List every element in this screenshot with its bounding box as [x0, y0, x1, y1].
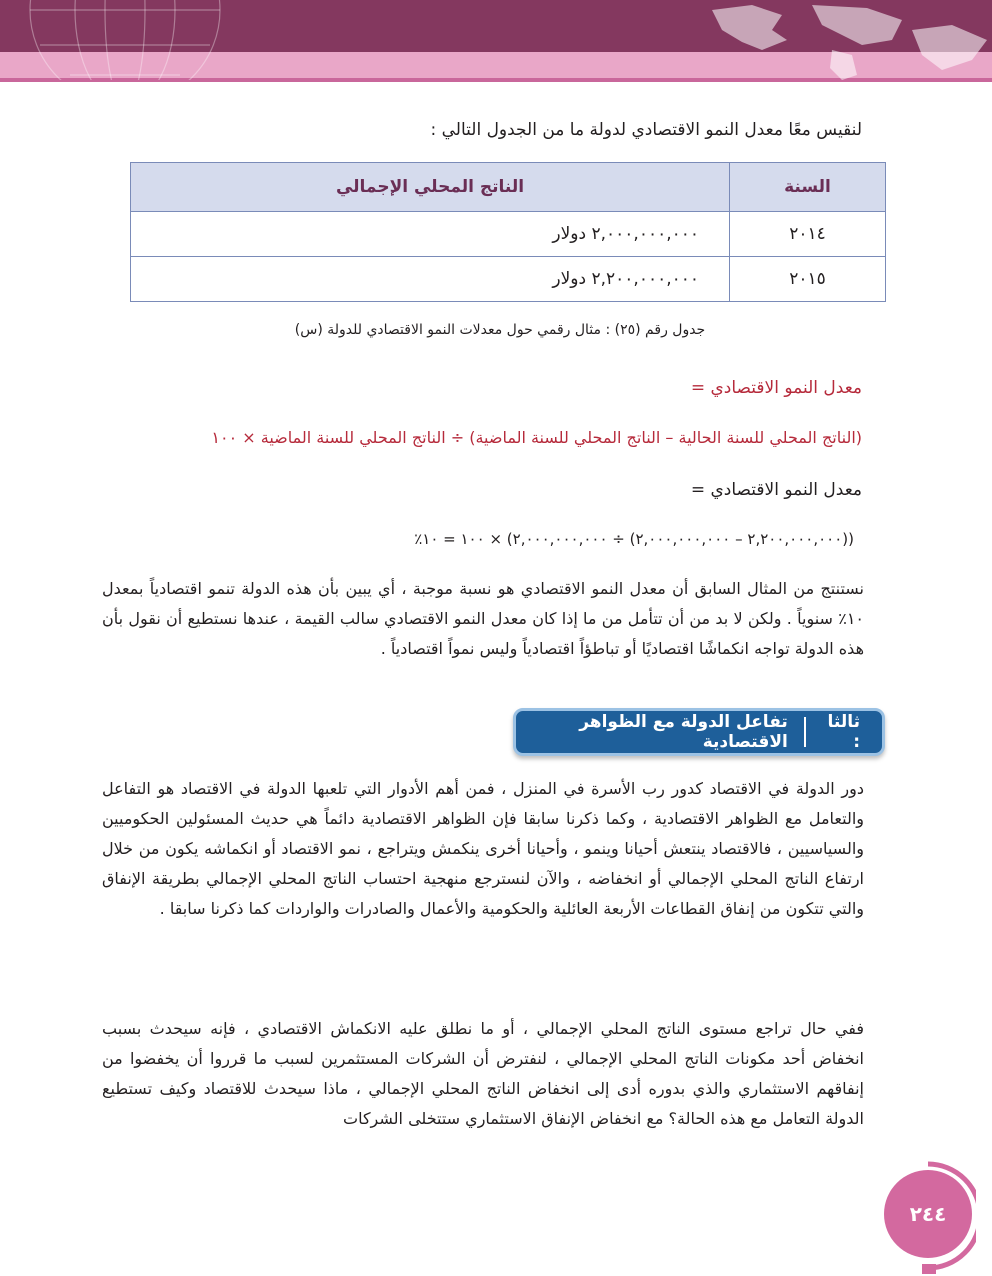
calculation-title: معدل النمو الاقتصادي =: [690, 480, 862, 500]
globe-icon: [0, 0, 250, 80]
section-divider: [804, 717, 807, 747]
table-caption: جدول رقم (٢٥) : مثال رقمي حول معدلات النمو الاقتصادي للدولة (س): [294, 322, 706, 338]
cell-year: ٢٠١٤: [730, 212, 886, 257]
table-row: [131, 257, 886, 302]
cell-year: ٢٠١٥: [730, 257, 886, 302]
section-number: ثالثا :: [827, 712, 860, 752]
intro-text: لنقيس معًا معدل النمو الاقتصادي لدولة ما من الجدول التالي :: [430, 120, 862, 140]
cell-gdp: ٢,٢٠٠,٠٠٠,٠٠٠ دولار: [131, 257, 730, 302]
header-year: السنة: [730, 163, 886, 212]
formula-expression: (الناتج المحلي للسنة الحالية – الناتج المحلي للسنة الماضية) ÷ الناتج المحلي للسنة الماضية × ١٠٠: [211, 428, 862, 447]
section-title: تفاعل الدولة مع الظواهر الاقتصادية: [579, 712, 788, 752]
page-number-badge: [866, 1156, 976, 1276]
paragraph-recession: ففي حال تراجع مستوى الناتج المحلي الإجمالي ، أو ما نطلق عليه الانكماش الاقتصادي ، فإنه سيحدث بسبب انخفاض أحد مكونات الناتج المحلي الإجمالي ، لنفترض أن الشركات المستثمرين لسبب ما قرروا أن يخفضوا من إنفاقهم الاستثماري والذي بدوره أدى إلى انخفاض الناتج المحلي الإجمالي ، ماذا سيحدث للاقتصاد وكيف تستطيع الدولة التعامل مع هذه الحالة؟ مع انخفاض الإنفاق الاستثماري ستتخلى الشركات: [102, 1019, 864, 1128]
world-map-icon: [692, 0, 992, 82]
header-gdp: الناتج المحلي الإجمالي: [131, 163, 730, 212]
cell-gdp: ٢,٠٠٠,٠٠٠,٠٠٠ دولار: [131, 212, 730, 257]
gdp-table: [130, 162, 886, 302]
formula-title: معدل النمو الاقتصادي =: [690, 378, 862, 398]
paragraph-state-role: دور الدولة في الاقتصاد كدور رب الأسرة في المنزل ، فمن أهم الأدوار التي تلعبها الدولة في الاقتصاد هو التفاعل والتعامل مع الظواهر الاقتصادية ، وكما ذكرنا سابقا فإن الظواهر الاقتصادية دائماً هي حديث المسئولين الحكوميين والسياسيين ، فالاقتصاد ينتعش أحيانا وينمو ، وأحيانا أخرى ينكمش ويتراجع ، نمو الاقتصاد أو انكماشه يكون من خلال ارتفاع الناتج المحلي الإجمالي أو انخفاضه ، والآن لنسترجع منهجية احتساب الناتج المحلي الإجمالي بطريقة الإنفاق والتي تتكون من إنفاق القطاعات الأربعة العائلية والحكومية والأعمال والصادرات والواردات كما ذكرنا سابقا .: [102, 779, 864, 918]
table-header-row: [131, 163, 886, 212]
paragraph-conclusion: نستنتج من المثال السابق أن معدل النمو الاقتصادي هو نسبة موجبة ، أي يبين بأن هذه الدولة تنمو اقتصادياً بمعدل ١٠٪ سنوياً . ولكن لا بد من أن تتأمل من ما إذا كان معدل النمو الاقتصادي سالب القيمة ، عندها نستطيع أن نقول بأن هذه الدولة تواجه انكماشًا اقتصاديًا أو تباطؤاً اقتصادياً وليس نمواً اقتصادياً .: [102, 579, 864, 658]
table-row: [131, 212, 886, 257]
page-number: ٢٤٤: [884, 1170, 972, 1258]
section-banner: [513, 708, 885, 756]
calculation-expression: ((٢,٢٠٠,٠٠٠,٠٠٠ – ٢,٠٠٠,٠٠٠,٠٠٠) ÷ ٢,٠٠٠,٠٠٠,٠٠٠) × ١٠٠ = ١٠٪: [414, 530, 854, 548]
